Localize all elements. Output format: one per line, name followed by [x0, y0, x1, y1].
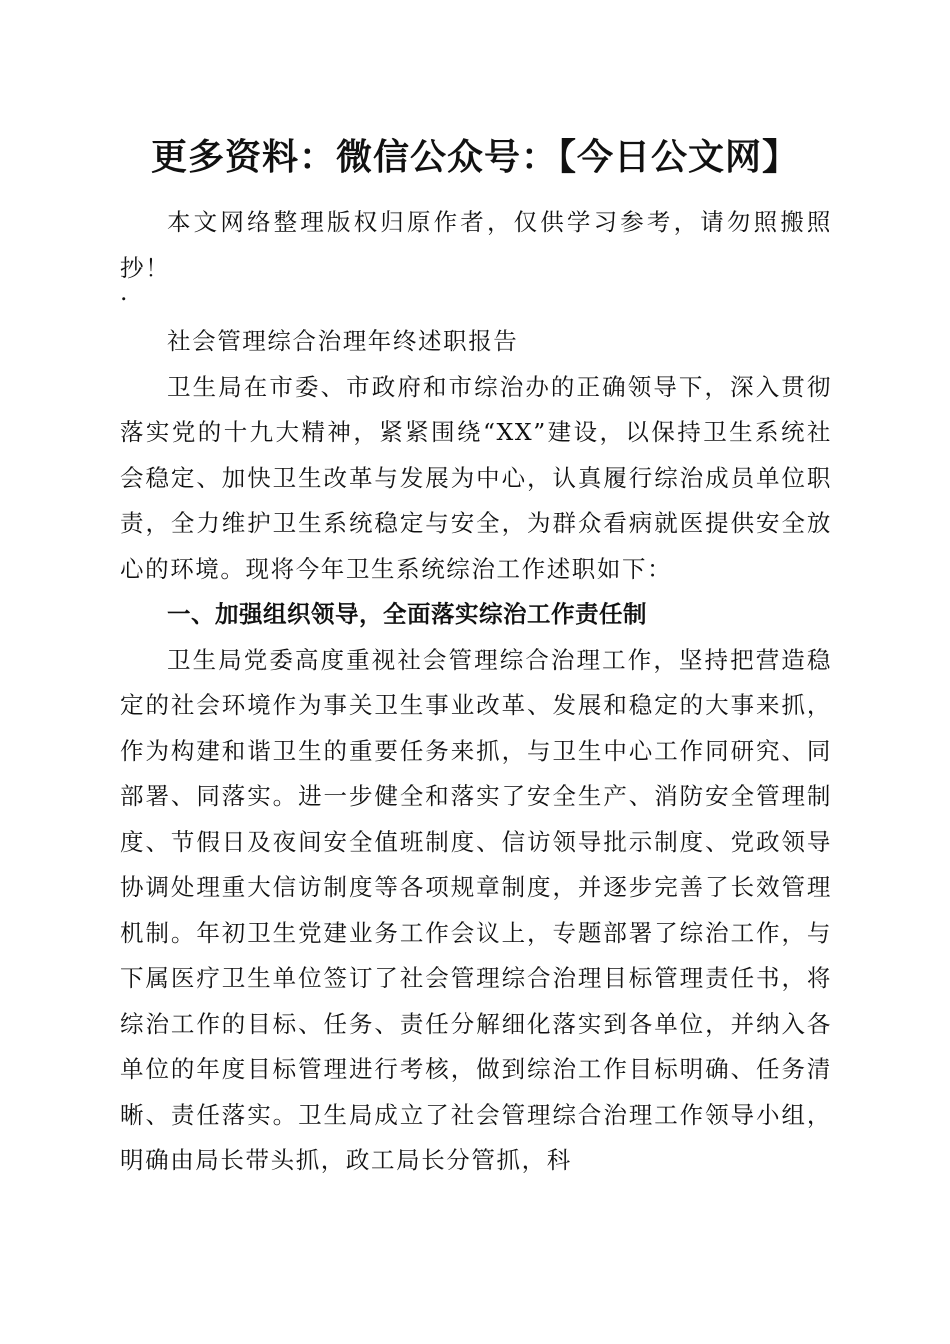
- report-title: 社会管理综合治理年终述职报告: [167, 327, 519, 355]
- header-title: 更多资料：微信公众号：【今日公文网】: [150, 137, 799, 178]
- intro-paragraph: 卫生局在市委、市政府和市综治办的正确领导下，深入贯彻落实党的十九大精神，紧紧围绕“XX”建设，以保持卫生系统社会稳定、加快卫生改革与发展为中心，认真履行综治成员单位职责，全力维护卫生系统稳定与安全，为群众看病就医提供安全放心的环境。现将今年卫生系统综治工作述职如下：: [120, 372, 832, 583]
- disclaimer-paragraph: 本文网络整理版权归原作者，仅供学习参考，请勿照搬照抄！: [120, 208, 832, 282]
- dot-mark: .: [120, 278, 130, 306]
- document-body: [120, 200, 832, 1184]
- section-paragraph-1: 卫生局党委高度重视社会管理综合治理工作，坚持把营造稳定的社会环境作为事关卫生事业改革、发展和稳定的大事来抓，作为构建和谐卫生的重要任务来抓，与卫生中心工作同研究、同部署、同落实。进一步健全和落实了安全生产、消防安全管理制度、节假日及夜间安全值班制度、信访领导批示制度、党政领导协调处理重大信访制度等各项规章制度，并逐步完善了长效管理机制。年初卫生党建业务工作会议上，专题部署了综治工作，与下属医疗卫生单位签订了社会管理综合治理目标管理责任书，将综治工作的目标、任务、责任分解细化落实到各单位，并纳入各单位的年度目标管理进行考核，做到综治工作目标明确、任务清晰、责任落实。卫生局成立了社会管理综合治理工作领导小组，明确由局长带头抓，政工局长分管抓，科: [120, 645, 832, 1174]
- section-heading-1: 一、加强组织领导，全面落实综治工作责任制: [167, 600, 647, 628]
